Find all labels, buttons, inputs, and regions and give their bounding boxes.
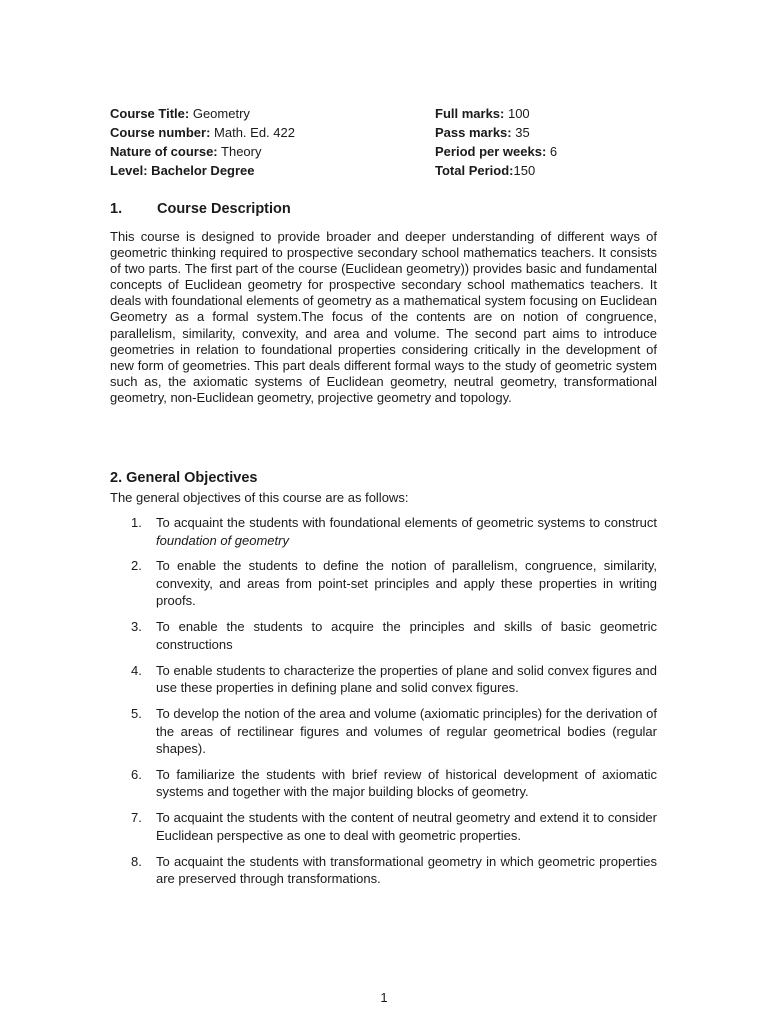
course-nature-row: Nature of course: Theory (110, 144, 262, 159)
page-number: 1 (380, 990, 388, 1005)
course-info-right (435, 104, 557, 180)
list-item: 6. To familiarize the students with brief review of historical development of axiomatic systems and together with the major building blocks of geometry. (131, 766, 657, 800)
total-period-row: Total Period:150 (435, 163, 536, 178)
pass-marks-row: Pass marks: 35 (435, 125, 530, 140)
objectives-intro: The general objectives of this course are as follows: (110, 490, 409, 505)
list-item: 3. To enable the students to acquire the principles and skills of basic geometric constructions (131, 619, 657, 652)
full-marks-row: Full marks: 100 (435, 106, 530, 121)
list-item: 4. To enable students to characterize the properties of plane and solid convex figures and use these properties in defining plane and solid convex figures. (131, 662, 657, 696)
course-level-row: Level: Bachelor Degree (110, 163, 255, 178)
list-item: 8. To acquaint the students with transformational geometry in which geometric properties are preserved through transformations. (131, 853, 657, 887)
list-item: 7. To acquaint the students with the content of neutral geometry and extend it to consider Euclidean perspective as one to deal with geometric properties. (131, 810, 657, 843)
section-general-objectives-heading: 2. General Objectives (110, 470, 258, 486)
list-item: 5. To develop the notion of the area and volume (axiomatic principles) for the derivation of the areas of rectilinear figures and volumes of regular geometrical bodies (regular shapes). (131, 706, 657, 757)
period-per-week-row: Period per weeks: 6 (435, 144, 558, 159)
list-item: 1. To acquaint the students with foundational elements of geometric systems to construct foundation of geometry (131, 515, 657, 548)
course-info-left (110, 104, 295, 180)
course-description-text: This course is designed to provide broader and deeper understanding of different ways of geometric thinking required to prospective secondary school mathematics teachers. It consists of two parts. The first part of the course (Euclidean geometry)) provides basic and fundamental concepts of Euclidean geometry for prospective secondary school mathematics teachers. It deals with foundational elements of geometry as a mathematical system focusing on Euclidean Geometry as a formal system.The focus of the contents are on notion of congruence, parallelism, similarity, convexity, and area and volume. The second part aims to introduce geometries in relation to foundational properties considering critically in the development of new form of geometries. This part deals different formal ways to the study of geometric system such as, the axiomatic systems of Euclidean geometry, neutral geometry, transformational geometry, non-Euclidean geometry, projective geometry and topology. (110, 229, 657, 405)
objectives-list (110, 514, 657, 896)
list-item: 2. To enable the students to define the notion of parallelism, congruence, similarity, convexity, and areas from point-set principles and apply these properties in writing proofs. (131, 558, 657, 609)
section-course-description-heading: 1. Course Description (110, 201, 291, 217)
course-number-row: Course number: Math. Ed. 422 (110, 125, 295, 140)
course-title-row: Course Title: Geometry (110, 106, 250, 121)
